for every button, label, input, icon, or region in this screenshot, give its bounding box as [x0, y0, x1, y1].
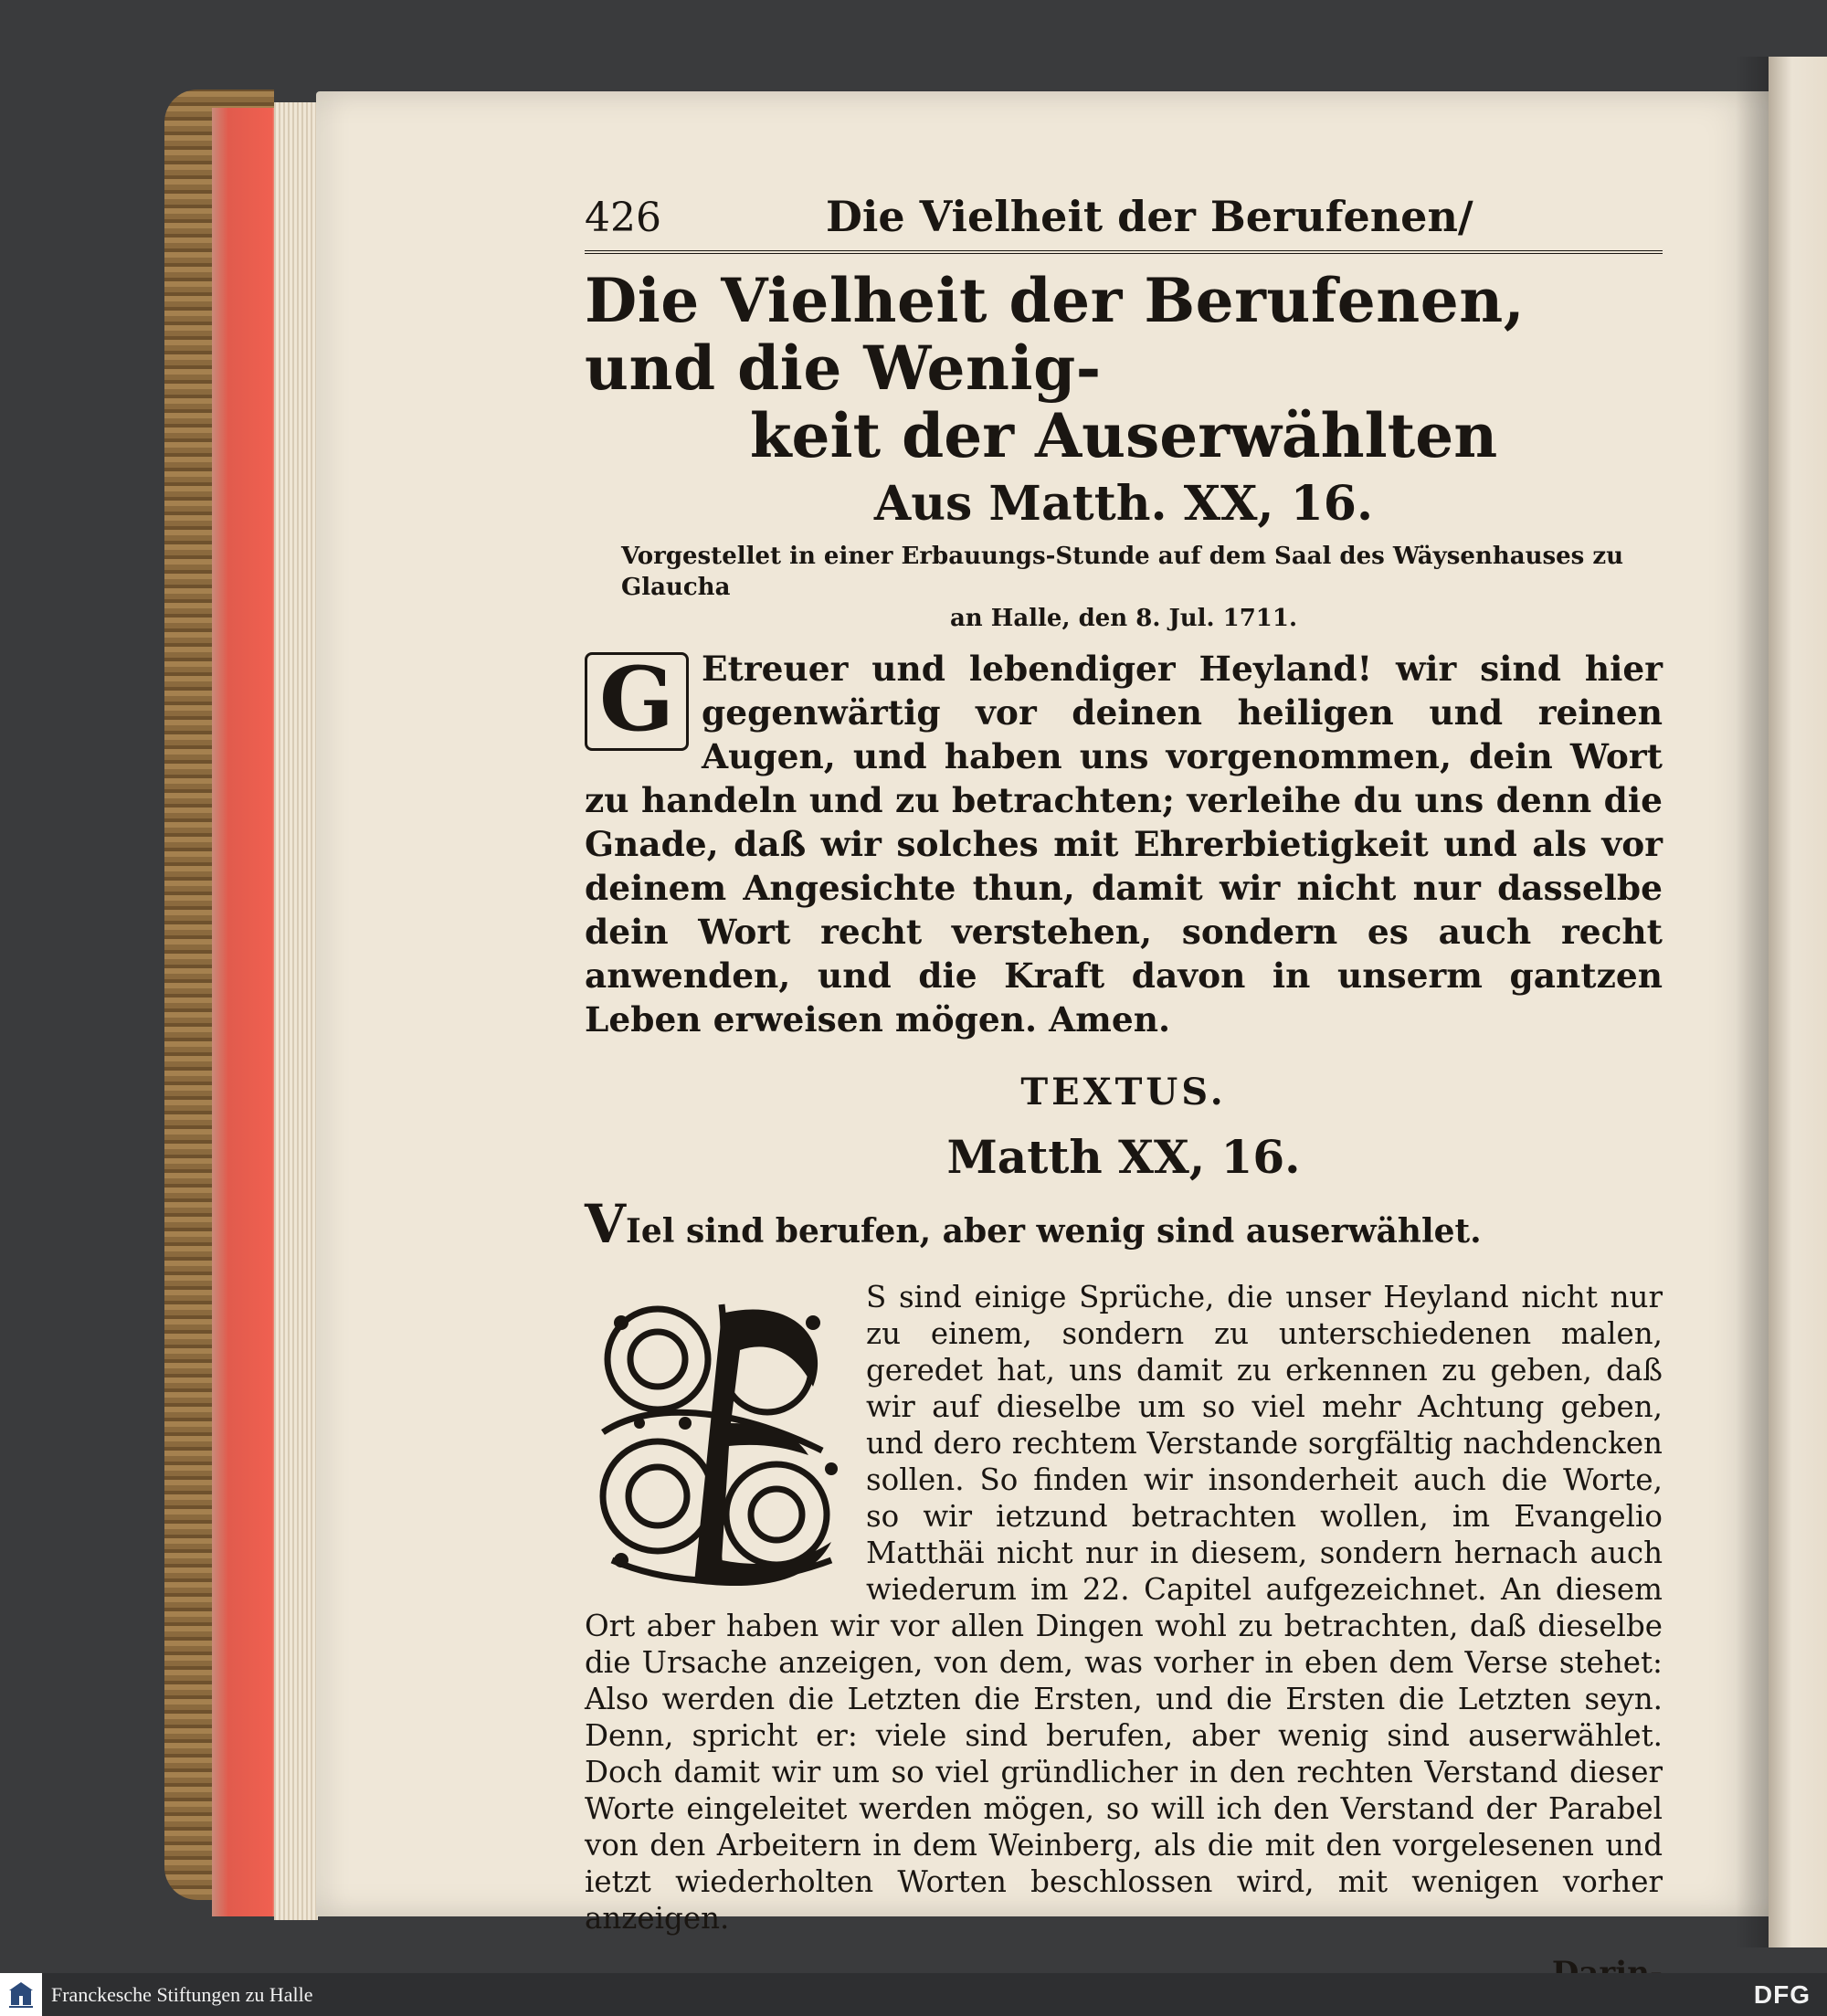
ornamental-initial-e	[585, 1286, 850, 1592]
institution-name: Franckesche Stiftungen zu Halle	[51, 1982, 313, 2006]
prayer-drop-cap: G	[585, 652, 689, 751]
verse-initial: V	[585, 1193, 627, 1255]
footer-left	[0, 1973, 313, 2016]
title-line-2: keit der Auserwählten	[749, 400, 1498, 471]
prayer-text: Etreuer und lebendiger Heyland! wir sind hier gegenwärtig vor deinen heiligen und reinen Augen, und haben uns vorgenommen, dein Wort zu handeln und zu betrachten; verleihe du uns denn die Gnade, daß wir solches mit Ehrerbietigkeit und als vor deinem Angesichte thun, damit wir nicht nur dasselbe dein Wort recht verstehen, sondern es auch recht anwenden, und die Kraft davon in unserm gantzen Leben erweisen mögen. Amen.	[585, 649, 1663, 1040]
title-subtitle-2: an Halle, den 8. Jul. 1711.	[949, 605, 1298, 632]
textus-heading: TEXTUS.	[1020, 1071, 1227, 1114]
body-text: S sind einige Sprüche, die unser Heyland nicht nur zu einem, sondern zu unterschiedenen malen, geredet hat, uns damit zu erkennen zu geben, daß wir auf dieselbe um so viel mehr Achtung geben, und dero rechtem Verstande sorgfältig nachdencken sollen. So finden wir insonderheit auch die Worte, so wir ietzund betrachten wollen, im Evangelio Matthäi nicht nur in diesem, sondern hernach auch wiederum im 22. Capitel aufgezeichnet. An diesem Ort aber haben wir vor allen Dingen wohl zu betrachten, daß dieselbe die Ursache anzeigen, von dem, was vorher in eben dem Verse stehet: Also werden die Letzten die Ersten, und die Ersten die Letzten seyn. Denn, spricht er: viele sind berufen, aber wenig sind auserwählet. Doch damit wir um so viel gründlicher in den rechten Verstand dieser Worte eingeleitet werden mögen, so will ich den Verstand der Parabel von den Arbeitern in dem Weinberg, als die mit den vorgelesenen und ietzt wiederholten Worten beschlossen wird, mit wenigen vorher anzeigen.	[585, 1280, 1663, 1936]
textus-verse	[585, 1193, 1663, 1255]
title-line-1: Die Vielheit der Berufenen, und die Wenig-	[585, 265, 1526, 404]
page-number: 426	[585, 195, 661, 241]
page-stack-lines	[274, 102, 318, 1920]
textus-reference: Matth XX, 16.	[946, 1130, 1301, 1184]
foundation-building-icon	[0, 1973, 42, 2016]
opening-prayer	[585, 647, 1663, 1041]
verse-text: Iel sind berufen, aber wenig sind auserwählet.	[626, 1212, 1482, 1251]
viewer-footer-bar	[0, 1973, 1827, 2016]
page-text-block	[585, 192, 1663, 1991]
ornamental-initial-graphic	[585, 1286, 850, 1592]
facing-page-edge	[1769, 57, 1827, 1947]
dfg-logo-text: DFG	[1753, 1979, 1811, 2009]
sermon-title	[585, 267, 1663, 634]
sermon-body	[585, 1279, 1663, 1937]
title-subtitle-1: Vorgestellet in einer Erbauungs-Stunde auf dem Saal des Wäysenhauses zu Glaucha	[621, 543, 1624, 601]
running-head	[585, 192, 1663, 254]
title-reference: Aus Matth. XX, 16.	[873, 476, 1374, 532]
running-title: Die Vielheit der Berufenen/	[825, 192, 1473, 241]
